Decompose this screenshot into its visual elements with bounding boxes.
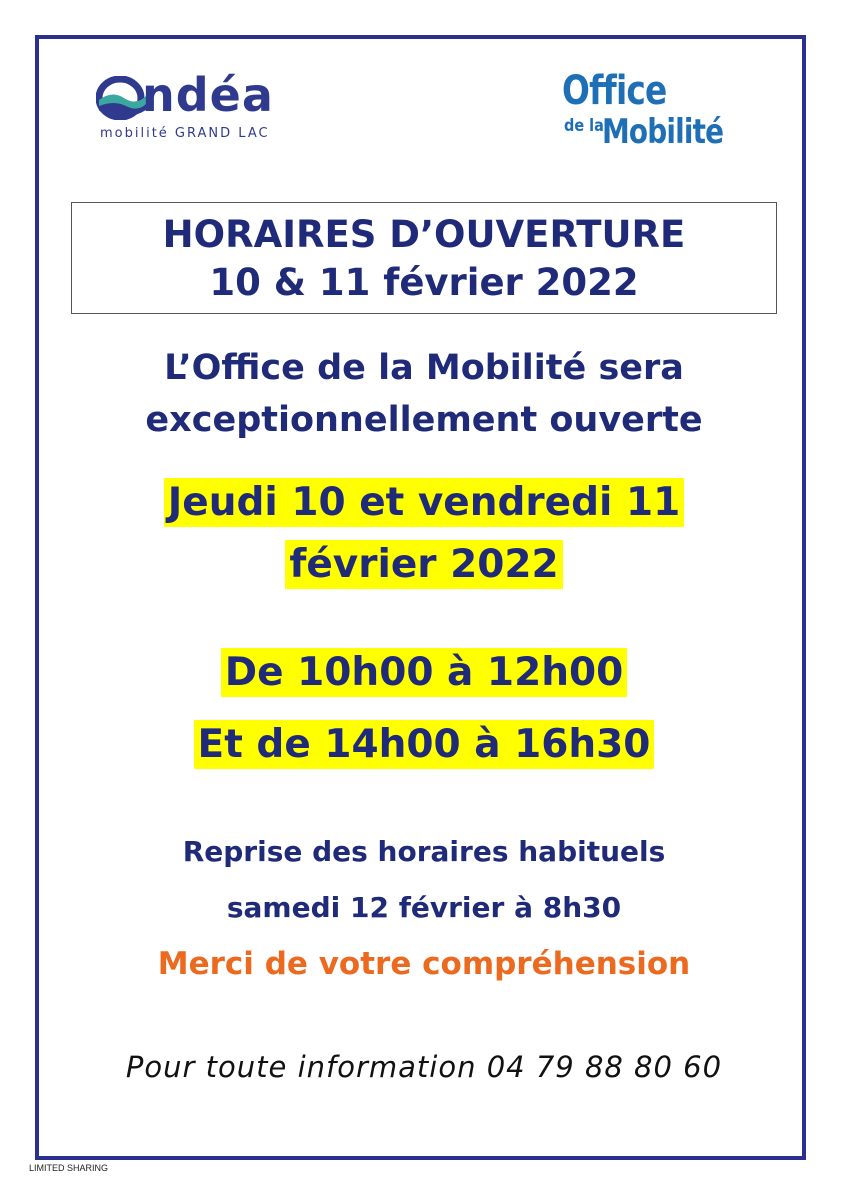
dates-line-2: février 2022 xyxy=(285,540,562,589)
title-line-2: 10 & 11 février 2022 xyxy=(209,261,639,304)
office-mobilite-word: Mobilité xyxy=(602,112,724,152)
hours-afternoon: Et de 14h00 à 16h30 xyxy=(194,720,655,769)
dates-line-1: Jeudi 10 et vendredi 11 xyxy=(164,478,684,527)
ondea-swoosh-icon xyxy=(96,76,148,120)
thanks-text: Merci de votre compréhension xyxy=(157,946,691,982)
title-line-1: HORAIRES D’OUVERTURE xyxy=(162,213,686,256)
dates-block xyxy=(40,480,808,602)
contact-text: Pour toute information 04 79 88 80 60 xyxy=(125,1050,723,1084)
office-word: Office xyxy=(562,68,667,114)
resume-line-1: Reprise des horaires habituels xyxy=(182,835,666,868)
intro-line-2: exceptionnellement ouverte xyxy=(145,400,703,440)
ondea-logo xyxy=(92,70,312,150)
hours-morning: De 10h00 à 12h00 xyxy=(221,648,628,697)
title-box xyxy=(71,202,777,314)
ondea-subtitle: mobilité GRAND LAC xyxy=(100,126,270,141)
hours-block xyxy=(40,650,808,782)
resume-block xyxy=(40,830,808,930)
intro-line-1: L’Office de la Mobilité sera xyxy=(164,348,684,388)
contact-block xyxy=(40,1050,808,1084)
office-dela: de la xyxy=(564,116,604,136)
footer-tag: LIMITED SHARING xyxy=(29,1163,109,1173)
intro-block xyxy=(40,342,808,446)
office-mobilite-logo xyxy=(560,68,740,158)
resume-line-2: samedi 12 février à 8h30 xyxy=(226,891,622,924)
ondea-wordmark: ndéa xyxy=(142,68,274,122)
thanks-block xyxy=(40,946,808,982)
